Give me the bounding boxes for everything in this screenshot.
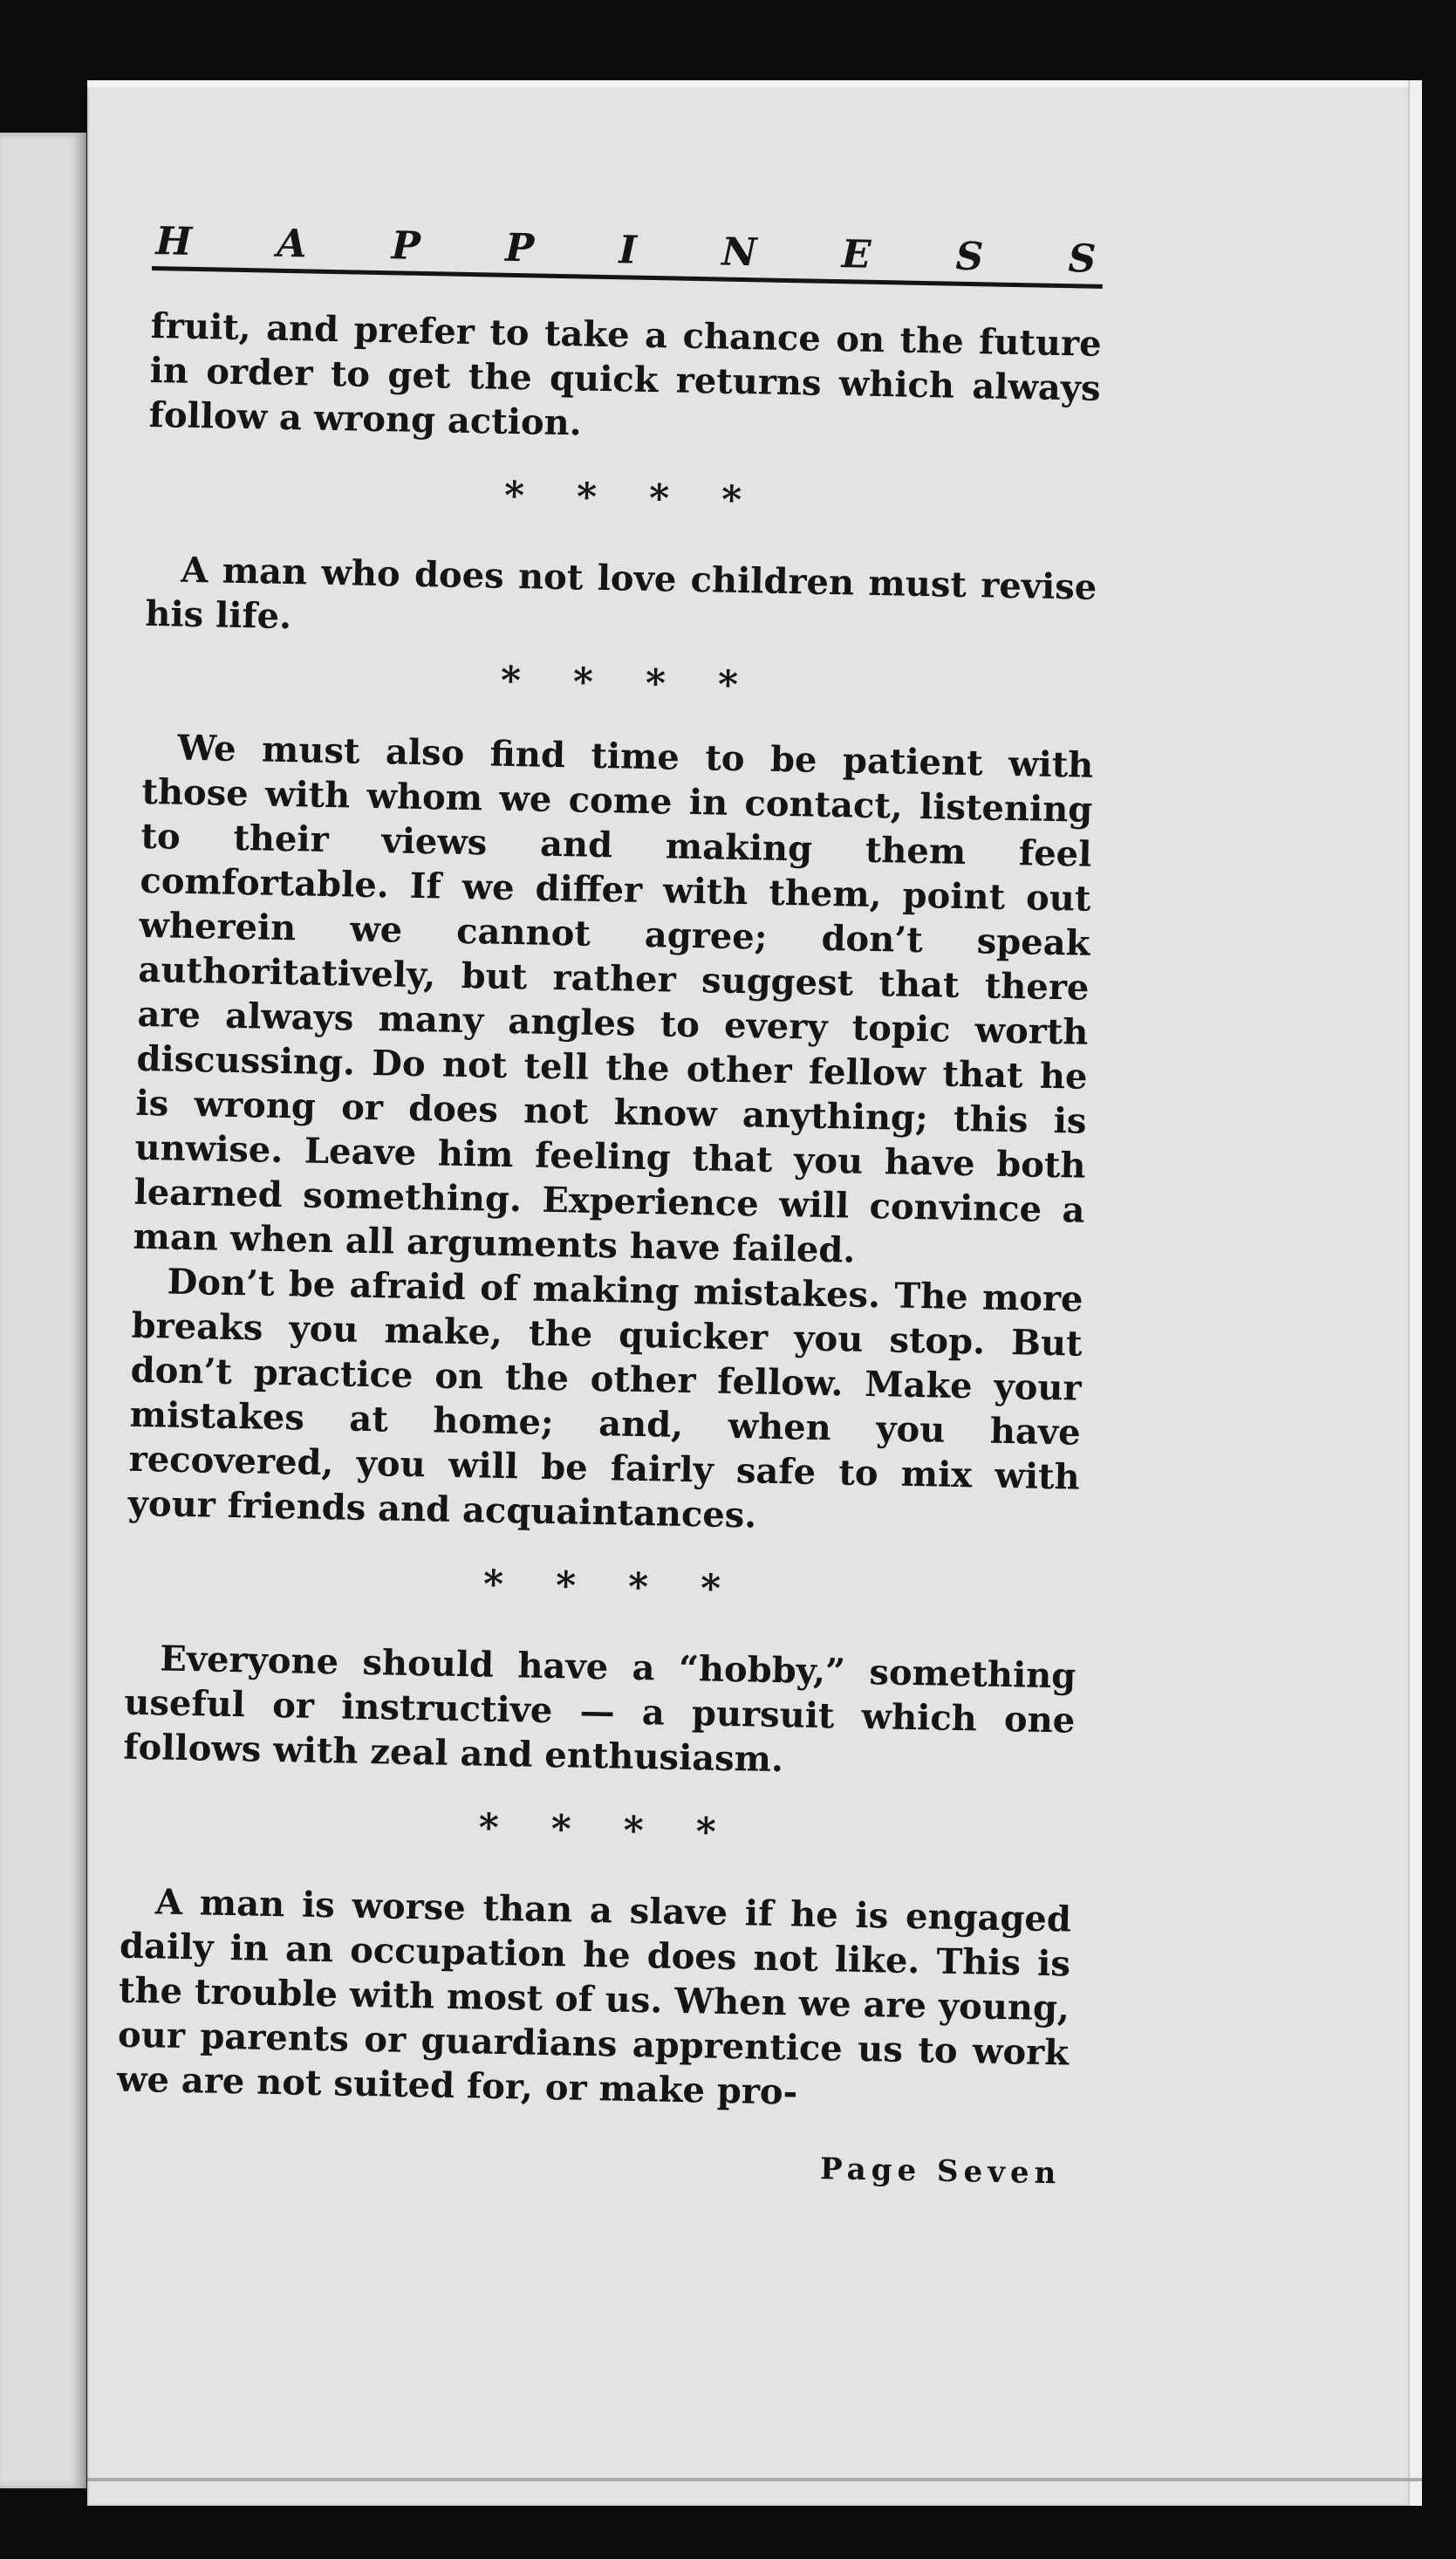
asterisk-ornament: * bbox=[572, 660, 594, 705]
running-head-letter: P bbox=[391, 223, 421, 269]
asterisk-ornament: * bbox=[478, 1805, 500, 1851]
paragraph-hobby: Everyone should have a “hobby,” something useful or instructive — a pursuit which one follows with zeal and enthusiasm. bbox=[123, 1638, 1077, 1781]
asterisk-ornament: * bbox=[700, 1566, 721, 1611]
page-bottom-edge bbox=[87, 2478, 1422, 2481]
asterisk-ornament: * bbox=[482, 1562, 504, 1608]
section-divider bbox=[121, 1803, 1073, 1859]
running-head-letter: N bbox=[721, 229, 757, 276]
asterisk-ornament: * bbox=[623, 1808, 645, 1854]
asterisk-ornament: * bbox=[627, 1564, 649, 1611]
asterisk-ornament: * bbox=[503, 473, 525, 519]
paragraph-continuation: fruit, and prefer to take a chance on the future in order to get the quick returns which always follow a wrong action. bbox=[148, 304, 1102, 444]
page-number: Page Seven bbox=[819, 2152, 1062, 2192]
page-text-block bbox=[115, 219, 1104, 2192]
running-head-letter: S bbox=[1068, 236, 1097, 282]
section-divider bbox=[147, 470, 1099, 527]
section-divider bbox=[126, 1559, 1078, 1616]
asterisk-ornament: * bbox=[500, 658, 522, 704]
page-right-edge bbox=[1408, 80, 1422, 2506]
facing-page-edge bbox=[0, 133, 86, 2488]
running-head-letter: H bbox=[155, 219, 193, 264]
running-head-letter: E bbox=[841, 232, 872, 277]
asterisk-ornament: * bbox=[717, 662, 739, 708]
asterisk-ornament: * bbox=[550, 1807, 572, 1852]
page-top-edge bbox=[87, 80, 1422, 87]
running-head-letter: A bbox=[276, 221, 308, 267]
section-divider bbox=[144, 655, 1096, 712]
asterisk-ornament: * bbox=[576, 475, 598, 520]
running-head-letter: I bbox=[618, 228, 638, 273]
paragraph-children: A man who does not love children must revise his life. bbox=[144, 549, 1097, 638]
paragraph-slave: A man is worse than a slave if he is engaged daily in an occupation he does not like. This is the trouble with most of us. When we are young, our parents or guardians apprentice us to work we are not suited for, or make pro- bbox=[116, 1881, 1072, 2113]
paragraph-patience: We must also find time to be patient with those with whom we come in contact, listening to their views and making them feel comfortable. If we differ with them, point out wherein we cannot agree; don’t speak authoritatively, but rather suggest that there are always many angles to every topic worth discussing. Do not tell the other fellow that he is wrong or does not know anything; this is unwise. Leave him feeling that you have both learned something. Experience will convince a man when all arguments have failed. bbox=[133, 727, 1094, 1271]
paragraph-mistakes: Don’t be afraid of making mistakes. The more breaks you make, the quicker you stop. But don’t practice on the other fellow. Make your mistakes at home; and, when you have recovered, you will be fairly safe to mix with your friends and acquaintances. bbox=[127, 1261, 1083, 1536]
running-head-letter: P bbox=[504, 225, 535, 271]
asterisk-ornament: * bbox=[721, 477, 742, 523]
asterisk-ornament: * bbox=[695, 1810, 717, 1855]
asterisk-ornament: * bbox=[645, 660, 666, 707]
asterisk-ornament: * bbox=[555, 1563, 577, 1609]
asterisk-ornament: * bbox=[648, 476, 670, 522]
running-head-letter: S bbox=[955, 234, 984, 280]
